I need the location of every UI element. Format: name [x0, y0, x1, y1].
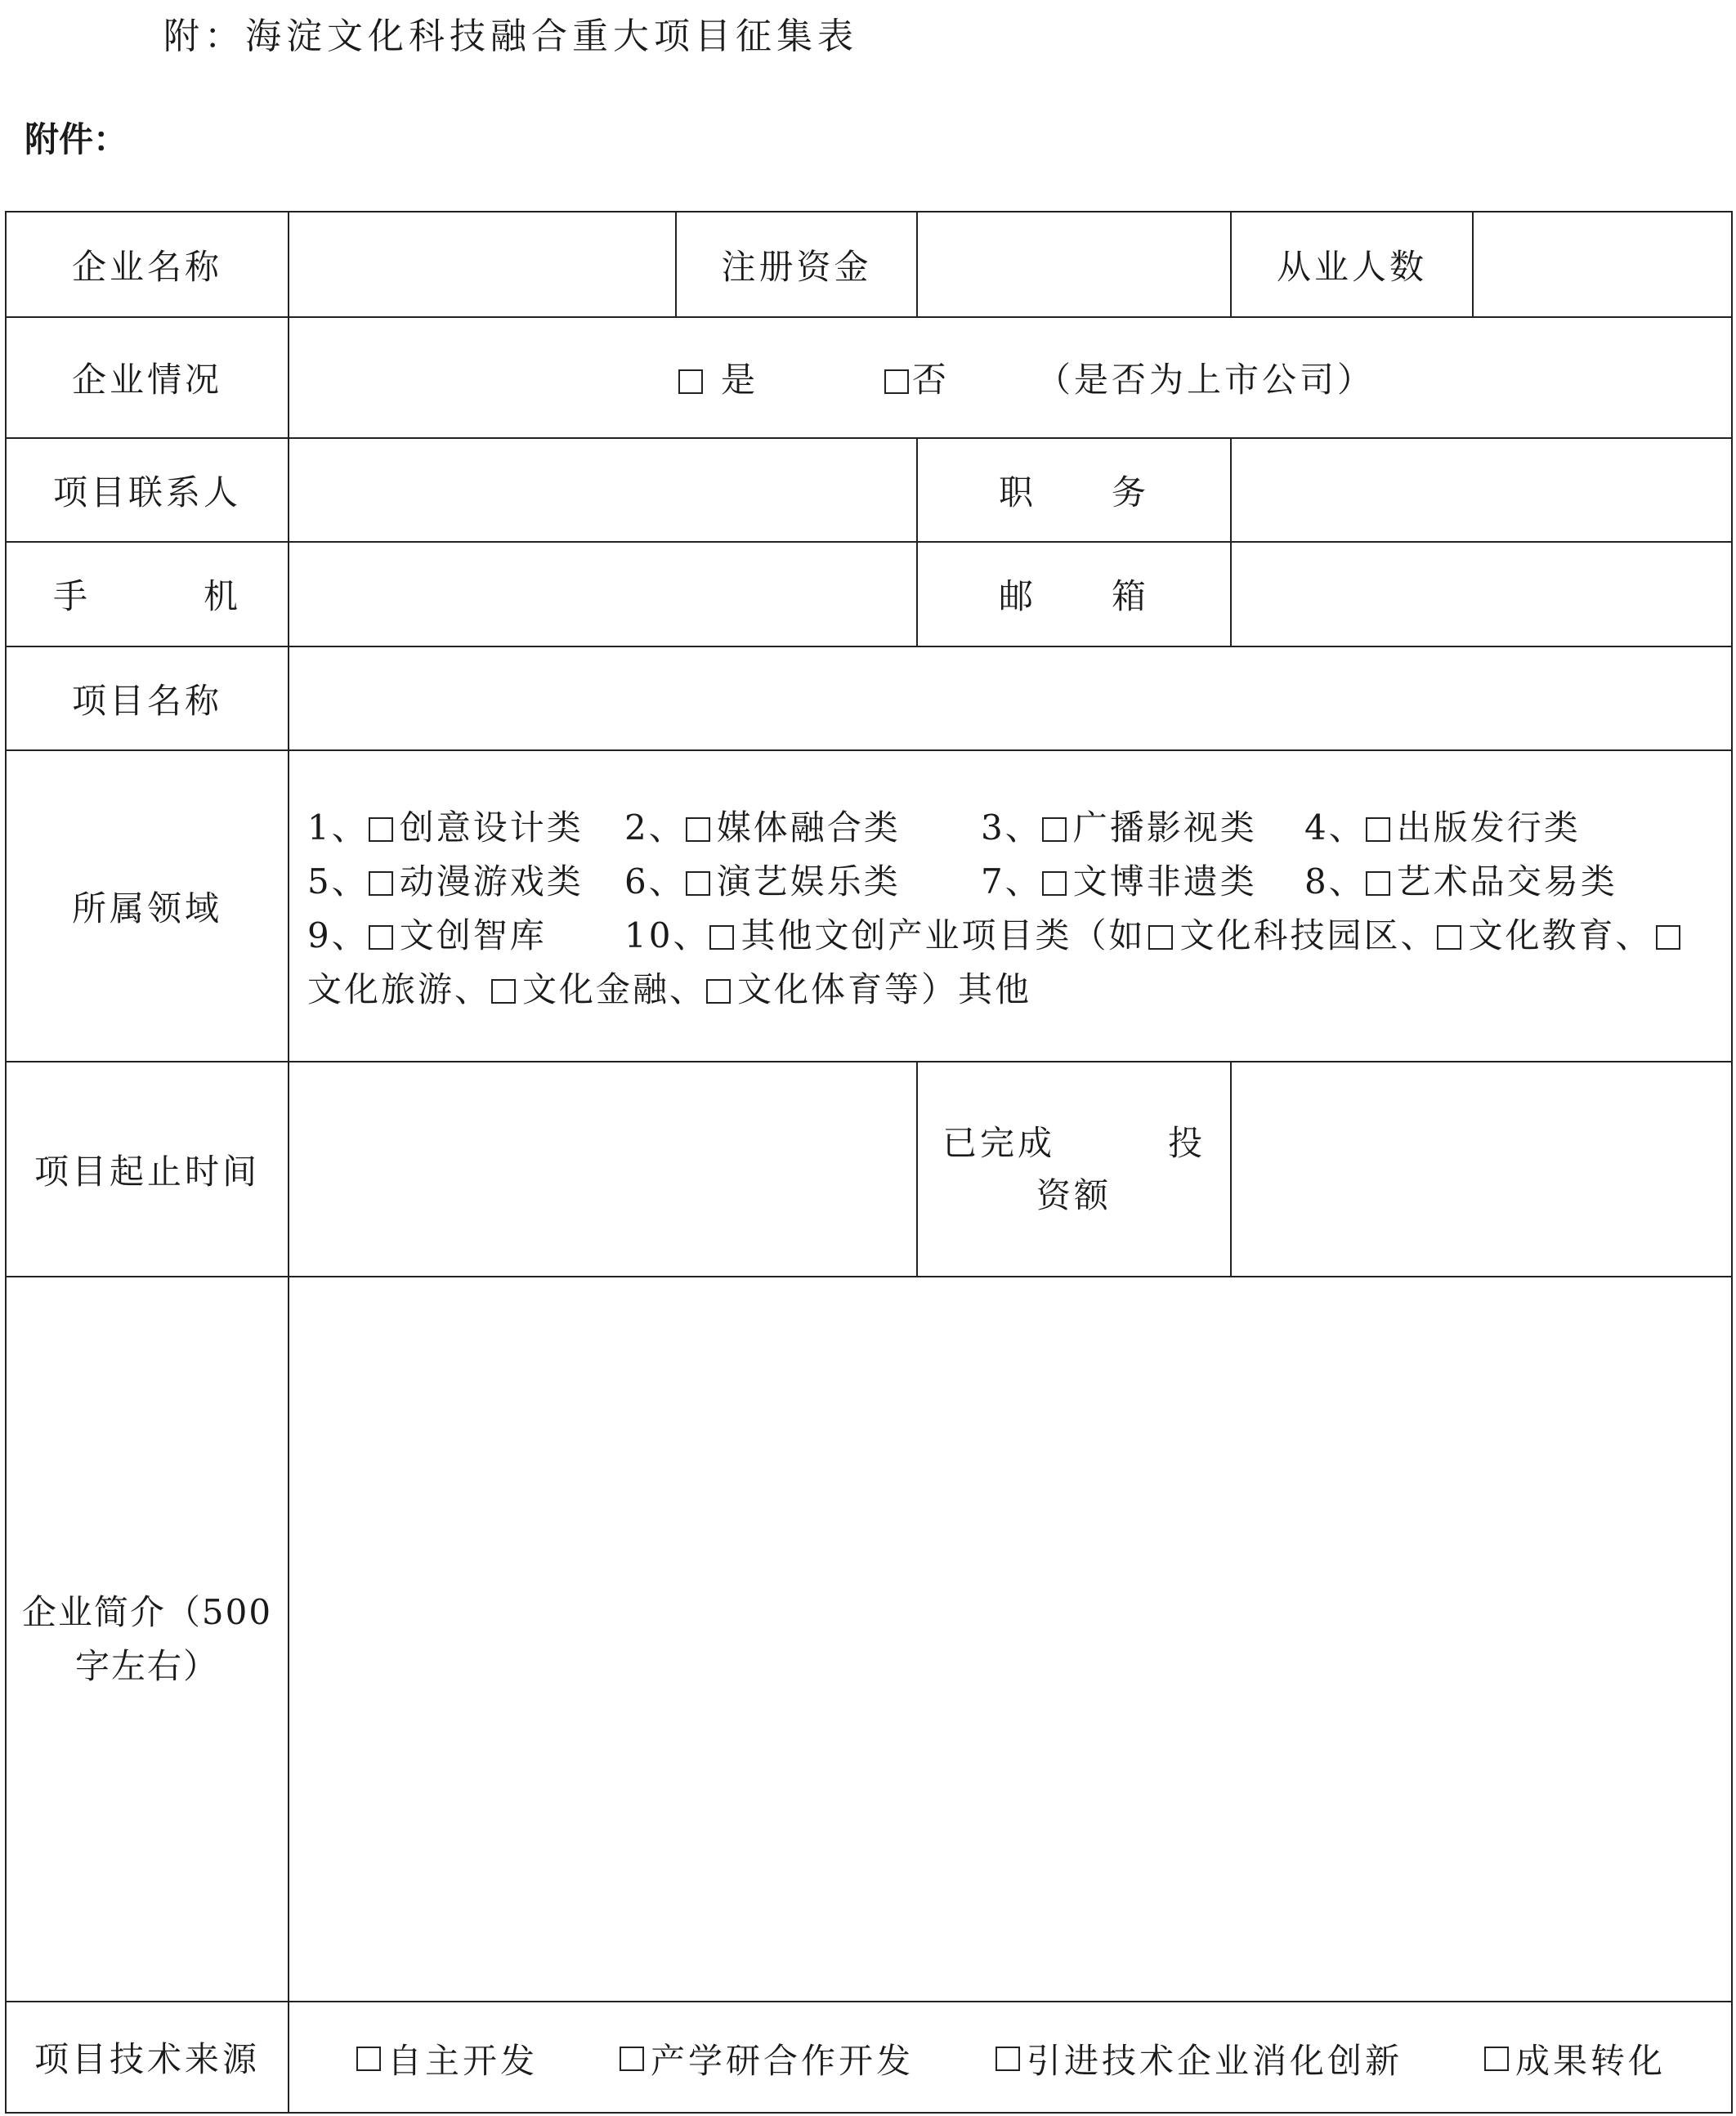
domain-sub-option: 文化旅游、 [307, 969, 492, 1009]
domain-option[interactable]: 6、 演艺娱乐类 [624, 861, 901, 901]
domain-options [307, 801, 1680, 1017]
domain-row [307, 801, 1680, 855]
domain-row [307, 855, 1680, 909]
domain-sub-option[interactable]: 文化科技园区、 [1145, 909, 1437, 963]
employees-field[interactable] [1474, 212, 1731, 316]
checkbox[interactable] [369, 871, 393, 896]
no-checkbox[interactable] [884, 369, 909, 394]
checkbox[interactable] [369, 925, 393, 950]
checkbox[interactable] [1484, 2047, 1509, 2071]
checkbox[interactable] [996, 2047, 1020, 2071]
checkbox[interactable] [686, 871, 710, 896]
table-border-right [1731, 211, 1733, 2114]
domain-row [307, 963, 1680, 1017]
domain-label: 所属领域 [71, 888, 222, 928]
company-name-label: 企业名称 [71, 246, 222, 287]
attachment-label: 附件： [25, 119, 128, 159]
domain-row [307, 909, 1680, 963]
contact-label: 项目联系人 [52, 472, 241, 512]
checkbox[interactable] [1042, 871, 1067, 896]
listed-no-option[interactable] [884, 353, 950, 402]
domain-sub-option[interactable]: 文化金融、 [491, 963, 706, 1017]
position-label: 职 务 [998, 472, 1149, 512]
checkbox[interactable] [706, 979, 731, 1004]
listed-yes-option[interactable] [678, 353, 758, 402]
tech-option[interactable]: 自主开发 [356, 2007, 538, 2110]
checkbox[interactable] [1366, 817, 1390, 842]
tech-option[interactable]: 引进技术企业消化创新 [996, 2007, 1403, 2110]
table-border-bottom [5, 2112, 1733, 2114]
checkbox[interactable] [356, 2047, 381, 2071]
checkbox[interactable] [1148, 925, 1173, 950]
tech-source-label: 项目技术来源 [34, 2039, 260, 2079]
no-label: 否 [912, 360, 951, 400]
registered-capital-label: 注册资金 [721, 246, 872, 287]
domain-sub-option[interactable]: 文化教育、 [1437, 909, 1652, 963]
document-title: 附：海淀文化科技融合重大项目征集表 [163, 16, 858, 57]
company-name-field[interactable] [289, 212, 675, 316]
invested-label-line2: 资额 [1036, 1174, 1112, 1215]
yes-checkbox[interactable] [678, 369, 703, 394]
checkbox[interactable] [1042, 817, 1067, 842]
domain-option[interactable]: 2、 媒体融合类 [624, 807, 901, 848]
domain-sub-option[interactable]: 文化体育等）其他 [706, 963, 1031, 1017]
phone-field[interactable] [289, 543, 916, 646]
domain-option[interactable]: 3、 广播影视类 [981, 807, 1257, 848]
contact-field[interactable] [289, 439, 916, 541]
domain-option[interactable]: 10、 其他文创产业项目类（如 [624, 915, 1146, 955]
checkbox[interactable] [620, 2047, 644, 2071]
domain-option[interactable]: 1、 创意设计类 [307, 807, 584, 848]
email-field[interactable] [1232, 543, 1731, 646]
checkbox[interactable] [686, 817, 710, 842]
checkbox[interactable] [369, 817, 393, 842]
domain-option[interactable]: 7、 文博非遗类 [981, 861, 1257, 901]
listed-note: （是否为上市公司） [1036, 360, 1376, 400]
email-label: 邮 箱 [998, 576, 1149, 616]
checkbox[interactable] [491, 979, 516, 1004]
checkbox[interactable] [1437, 925, 1461, 950]
domain-option[interactable]: 9、 文创智库 [307, 915, 547, 955]
intro-field[interactable] [289, 1277, 1731, 2001]
domain-option[interactable]: 4、 出版发行类 [1304, 807, 1581, 848]
listed-options [289, 318, 1731, 437]
tech-option[interactable]: 产学研合作开发 [620, 2007, 914, 2110]
intro-label-line2: 字左右） [74, 1645, 219, 1686]
registered-capital-field[interactable] [918, 212, 1230, 316]
period-label: 项目起止时间 [34, 1151, 260, 1192]
intro-label [7, 1277, 288, 2001]
company-status-label: 企业情况 [71, 360, 222, 400]
phone-label: 手 机 [52, 576, 241, 616]
project-name-field[interactable] [289, 647, 1731, 749]
project-name-label: 项目名称 [71, 680, 222, 721]
domain-sub-option-checkbox[interactable] [1653, 909, 1680, 963]
checkbox[interactable] [1656, 925, 1680, 950]
intro-label-line1: 企业简介（500 [21, 1591, 273, 1632]
domain-option[interactable]: 5、 动漫游戏类 [307, 861, 584, 901]
domain-option[interactable]: 8、 艺术品交易类 [1304, 861, 1617, 901]
period-field[interactable] [289, 1062, 916, 1276]
yes-label: 是 [721, 360, 759, 400]
checkbox[interactable] [1366, 871, 1390, 896]
tech-option[interactable]: 成果转化 [1484, 2007, 1666, 2110]
invested-label [918, 1062, 1230, 1276]
invested-field[interactable] [1232, 1062, 1731, 1276]
employees-label: 从业人数 [1276, 246, 1427, 287]
invested-label-line1: 已完成 投 [942, 1122, 1206, 1163]
position-field[interactable] [1232, 439, 1731, 541]
checkbox[interactable] [709, 925, 734, 950]
